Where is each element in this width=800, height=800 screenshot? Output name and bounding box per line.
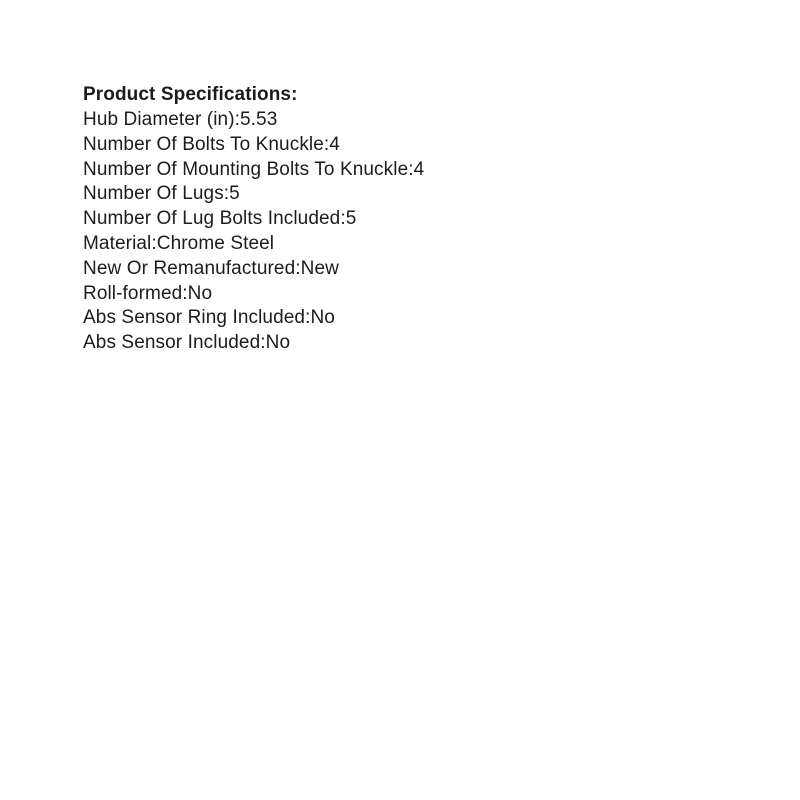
spec-value: New (300, 257, 339, 279)
spec-label: Material: (83, 232, 157, 254)
spec-label: Number Of Lug Bolts Included: (83, 208, 346, 230)
spec-label: Abs Sensor Included: (83, 332, 266, 354)
spec-value: 4 (413, 158, 425, 180)
product-specifications-section (83, 82, 723, 356)
spec-row-material (83, 232, 723, 257)
spec-label: Number Of Mounting Bolts To Knuckle: (83, 158, 414, 180)
spec-label: Number Of Bolts To Knuckle: (83, 133, 330, 155)
spec-value: 4 (329, 133, 340, 155)
spec-label: Abs Sensor Ring Included: (83, 307, 311, 329)
spec-row-number-of-lugs (83, 182, 723, 207)
product-specifications-title: Product Specifications: (83, 84, 298, 105)
spec-label: Number Of Lugs: (83, 183, 230, 205)
spec-label: Hub Diameter (in): (83, 109, 241, 130)
spec-value: 5.53 (240, 109, 278, 130)
spec-row-mounting-bolts-to-knuckle (83, 158, 723, 183)
spec-row-bolts-to-knuckle (83, 133, 723, 158)
spec-value: Chrome Steel (156, 232, 275, 254)
spec-value: 5 (229, 183, 240, 205)
spec-row-lug-bolts-included (83, 207, 723, 232)
spec-label: New Or Remanufactured: (83, 257, 301, 279)
spec-row-roll-formed (83, 282, 723, 307)
spec-value: 5 (345, 208, 357, 230)
spec-row-hub-diameter (83, 108, 723, 133)
spec-row-new-or-remanufactured (83, 257, 723, 282)
spec-value: No (187, 282, 213, 304)
spec-value: No (265, 332, 291, 354)
spec-value: No (310, 307, 335, 329)
spec-label: Roll-formed: (83, 282, 188, 304)
spec-row-abs-sensor-included (83, 331, 723, 356)
spec-row-abs-sensor-ring-included (83, 306, 723, 331)
